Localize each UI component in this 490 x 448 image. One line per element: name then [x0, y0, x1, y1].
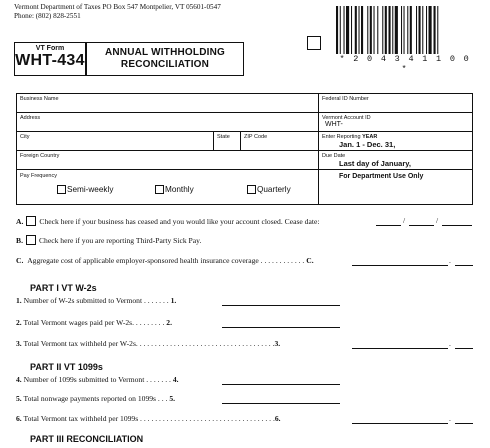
- line-6: 6. Total Vermont tax withheld per 1099s . . . . . . . . . . . . . . . . . . . . . . . . . . . . . . . . . . . .6.: [16, 414, 281, 423]
- cents-dot: .: [449, 414, 451, 423]
- date-slash: /: [403, 216, 406, 225]
- business-name-label: Business Name: [20, 96, 59, 102]
- line-5: 5. Total nonwage payments reported on 1099s . . . 5.: [16, 394, 176, 403]
- line-1: 1. Number of W-2s submitted to Vermont . . . . . . . 1.: [16, 296, 177, 305]
- address-field[interactable]: [17, 113, 319, 131]
- federal-id-label: Federal ID Number: [322, 96, 369, 102]
- vt-account-id-field[interactable]: [319, 113, 472, 131]
- state-field[interactable]: [214, 132, 241, 150]
- part3-title: PART III RECONCILIATION: [30, 434, 144, 444]
- cease-month-input[interactable]: [376, 225, 401, 226]
- agency-phone: Phone: (802) 828-2551: [14, 12, 81, 20]
- line-b: B. Check here if you are reporting Third-Party Sick Pay.: [16, 236, 202, 245]
- foreign-country-field[interactable]: [17, 151, 319, 169]
- due-date-label: Due Date: [322, 153, 346, 159]
- reporting-year-label: Enter Reporting YEAR: [322, 134, 378, 140]
- date-slash: /: [436, 216, 439, 225]
- freq-monthly[interactable]: Monthly: [155, 185, 194, 194]
- barcode-number: * 2 0 4 3 4 1 1 0 0 *: [339, 54, 471, 74]
- address-label: Address: [20, 115, 41, 121]
- vt-account-id-value: WHT-: [325, 121, 343, 128]
- foreign-country-label: Foreign Country: [20, 153, 60, 159]
- cease-year-input[interactable]: [442, 225, 472, 226]
- reporting-year-field[interactable]: [319, 132, 472, 150]
- taxpayer-info-grid: [16, 93, 473, 205]
- federal-id-field[interactable]: [319, 94, 472, 112]
- line-a: A. Check here if your business has ceased and you would like your account closed. Cease date:: [16, 217, 320, 226]
- department-use-area: [319, 170, 472, 204]
- pay-frequency-label: Pay Frequency: [20, 173, 57, 179]
- form-title-line2: RECONCILIATION: [120, 59, 210, 70]
- line-4: 4. Number of 1099s submitted to Vermont . . . . . . . 4.: [16, 375, 179, 384]
- line-6-cents[interactable]: [455, 423, 473, 424]
- form-label: VT Form: [35, 45, 65, 52]
- line-3-cents[interactable]: [455, 348, 473, 349]
- line-c-input[interactable]: [352, 265, 448, 266]
- line-c: C. Aggregate cost of applicable employer-sponsored health insurance coverage . . . . . . . . . . . . C.: [16, 256, 314, 265]
- due-date-value: Last day of January,: [339, 159, 411, 168]
- barcode: [336, 6, 474, 54]
- line-5-input[interactable]: [222, 403, 340, 404]
- zip-field[interactable]: [241, 132, 319, 150]
- line-c-cents[interactable]: [455, 265, 473, 266]
- sick-pay-checkbox[interactable]: [26, 235, 36, 245]
- quarterly-checkbox[interactable]: [247, 185, 256, 194]
- city-label: City: [20, 134, 30, 140]
- part1-title: PART I VT W-2s: [30, 283, 97, 293]
- cease-checkbox[interactable]: [26, 216, 36, 226]
- line-2: 2. Total Vermont wages paid per W-2s. . . . . . . . . 2.: [16, 318, 172, 327]
- form-title-line1: ANNUAL WITHHOLDING: [104, 47, 226, 58]
- cents-dot: .: [449, 339, 451, 348]
- due-date-field: [319, 151, 472, 169]
- vt-account-id-label: Vermont Account ID: [322, 115, 371, 121]
- state-label: State: [217, 134, 230, 140]
- form-title-box: [86, 42, 244, 76]
- reporting-period: Jan. 1 - Dec. 31,: [339, 140, 396, 149]
- cents-dot: .: [449, 256, 451, 265]
- line-1-input[interactable]: [222, 305, 340, 306]
- freq-quarterly[interactable]: Quarterly: [247, 185, 291, 194]
- form-number: WHT-434: [15, 52, 85, 69]
- form-id-box: [14, 42, 86, 76]
- cease-day-input[interactable]: [409, 225, 434, 226]
- zip-label: ZIP Code: [244, 134, 268, 140]
- department-use-label: For Department Use Only: [339, 173, 424, 180]
- part2-title: PART II VT 1099s: [30, 362, 103, 372]
- amended-checkbox[interactable]: [307, 36, 321, 50]
- agency-address: Vermont Department of Taxes PO Box 547 Montpelier, VT 05601-0547: [14, 3, 221, 11]
- line-4-input[interactable]: [222, 384, 340, 385]
- line-6-input[interactable]: [352, 423, 448, 424]
- line-3-input[interactable]: [352, 348, 448, 349]
- line-2-input[interactable]: [222, 327, 340, 328]
- line-3: 3. Total Vermont tax withheld per W-2s. . . . . . . . . . . . . . . . . . . . . . . . . . . . . . . . . . . . .3.: [16, 339, 281, 348]
- freq-semiweekly[interactable]: Semi-weekly: [57, 185, 113, 194]
- business-name-field[interactable]: [17, 94, 319, 112]
- semiweekly-checkbox[interactable]: [57, 185, 66, 194]
- city-field[interactable]: [17, 132, 214, 150]
- monthly-checkbox[interactable]: [155, 185, 164, 194]
